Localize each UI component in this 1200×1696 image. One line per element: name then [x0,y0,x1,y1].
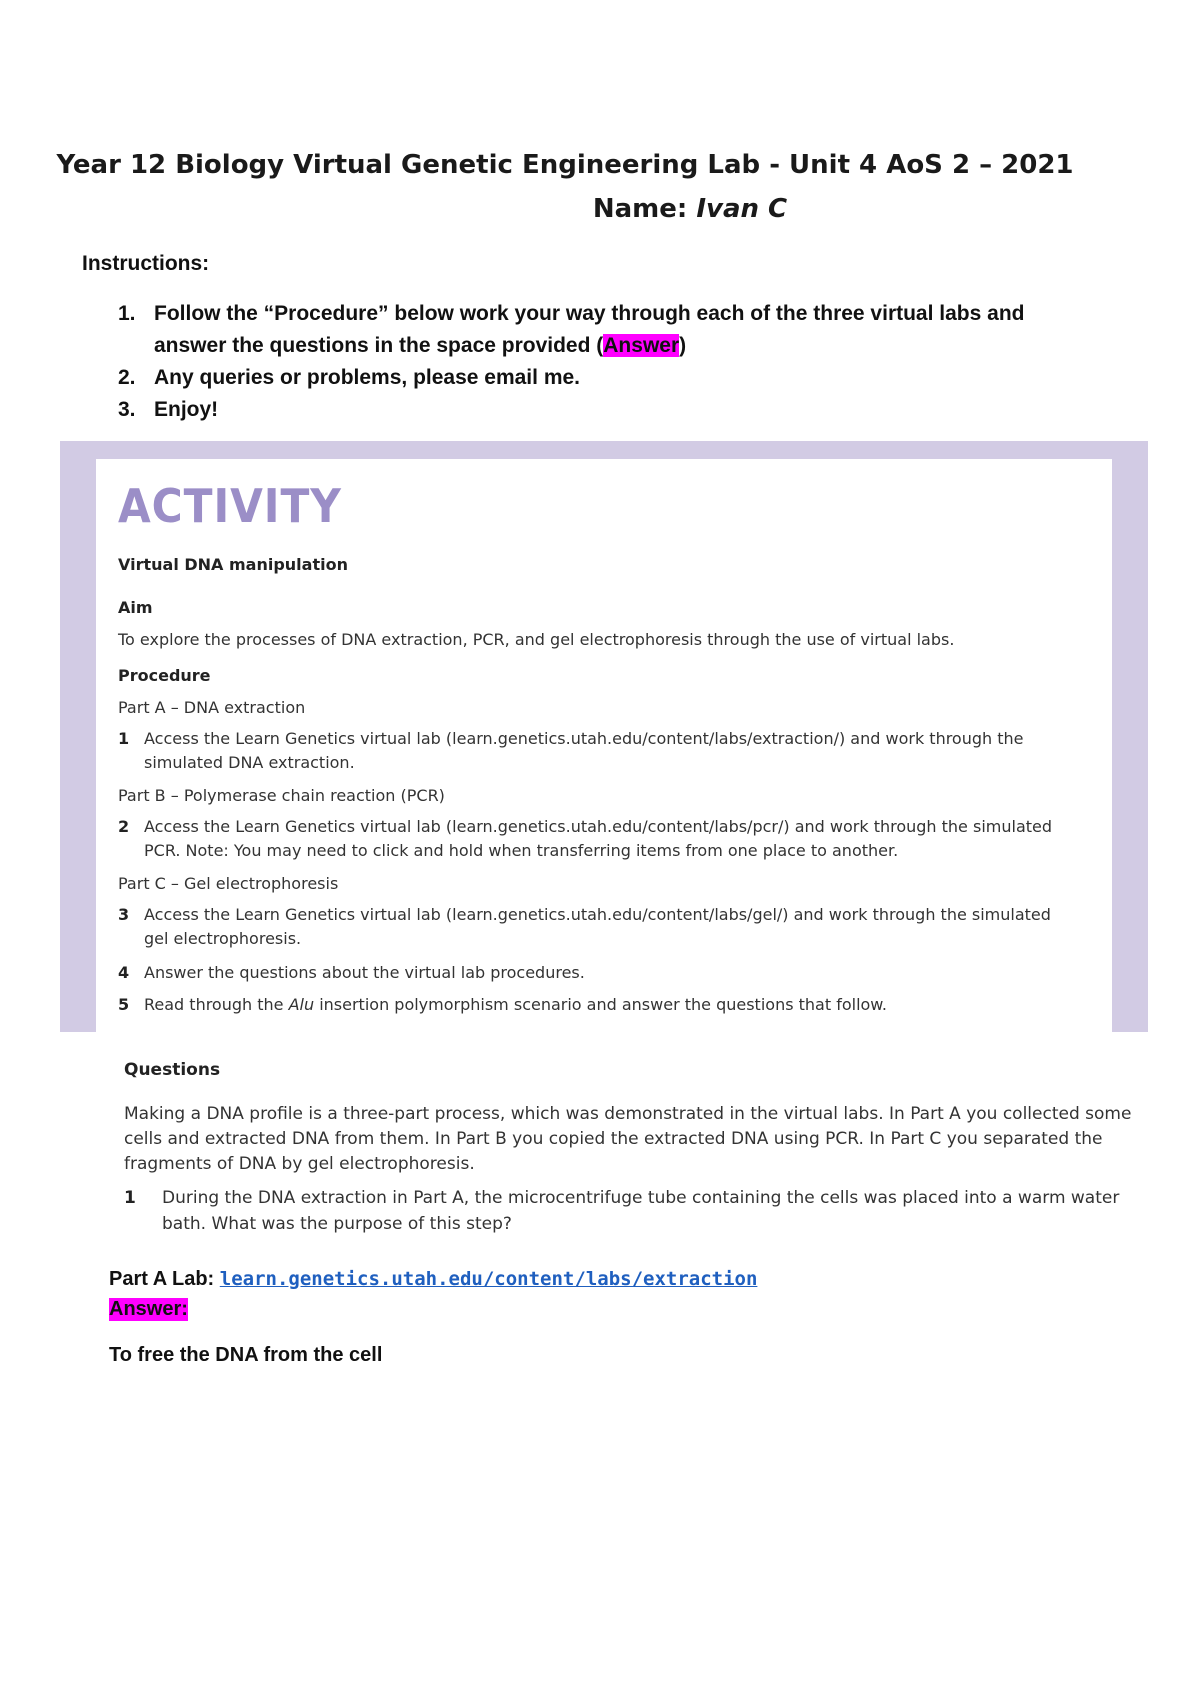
instruction-number: 1. [118,302,136,325]
document-title: Year 12 Biology Virtual Genetic Engineering Lab - Unit 4 AoS 2 – 2021 [56,150,1074,180]
procedure-label: Procedure [118,666,211,685]
step-number: 4 [118,963,130,982]
procedure-step [118,727,1078,775]
questions-section [124,1060,1134,1237]
instructions-list [82,298,1082,426]
instruction-item [82,298,1082,362]
name-label: Name: [592,194,697,224]
step-text: Access the Learn Genetics virtual lab (learn.genetics.utah.edu/content/labs/pcr/) and work through the simulated PCR. Note: You may need to click and hold when transferring items from one place to another. [144,817,1053,860]
student-name: Ivan C [696,194,788,224]
answer-highlight: Answer [603,334,680,357]
part-a-lab-label: Part A Lab: [109,1268,220,1290]
step5-text-end: insertion polymorphism scenario and answer the questions that follow. [314,995,888,1014]
step-number: 1 [118,729,130,748]
procedure-step [118,993,1078,1017]
step-number: 3 [118,905,130,924]
answer-text[interactable]: To free the DNA from the cell [109,1344,383,1366]
instruction-text: Enjoy! [154,398,219,421]
step-text: Access the Learn Genetics virtual lab (learn.genetics.utah.edu/content/labs/extraction/) and work through the simulated DNA extraction. [144,729,1024,772]
procedure-step [118,903,1078,951]
aim-label: Aim [118,598,153,617]
activity-panel [96,459,1112,1032]
question-number: 1 [124,1188,136,1208]
part-a-lab-link[interactable]: learn.genetics.utah.edu/content/labs/extraction [219,1268,758,1290]
instruction-item [82,394,1082,426]
part-b-heading: Part B – Polymerase chain reaction (PCR) [118,786,445,805]
activity-frame [60,441,1148,1032]
activity-heading: ACTIVITY [118,479,342,533]
instruction-item [82,362,1082,394]
part-a-heading: Part A – DNA extraction [118,698,306,717]
step-text [118,993,1078,1017]
answer-label: Answer: [109,1298,188,1320]
question-item [124,1185,1134,1237]
questions-intro: Making a DNA profile is a three-part process, which was demonstrated in the virtual labs. In Part A you collected some cells and extracted DNA from them. In Part B you copied the extracted DNA using PCR. In Part C you separated the fragments of DNA by gel electrophoresis. [124,1104,1132,1174]
activity-subtitle: Virtual DNA manipulation [118,555,348,574]
instructions-label: Instructions: [82,252,210,275]
aim-text: To explore the processes of DNA extraction, PCR, and gel electrophoresis through the use of virtual labs. [118,630,955,649]
procedure-step [118,961,1078,985]
alu-term: Alu [288,995,315,1014]
questions-heading: Questions [124,1060,221,1080]
instruction-number: 3. [118,398,136,421]
step5-text-start: Read through the [144,995,289,1014]
instruction-number: 2. [118,366,136,389]
instruction-text-end: ) [679,334,687,357]
step-text: Access the Learn Genetics virtual lab (learn.genetics.utah.edu/content/labs/gel/) and work through the simulated gel electrophoresis. [144,905,1051,948]
step-text: Answer the questions about the virtual lab procedures. [144,963,585,982]
procedure-step [118,815,1078,863]
instruction-text: Follow the “Procedure” below work your way through each of the three virtual labs and answer the questions in the space provided ( [154,302,1025,357]
instruction-text: Any queries or problems, please email me. [154,366,580,389]
student-name-line [0,194,1200,224]
part-c-heading: Part C – Gel electrophoresis [118,874,339,893]
part-a-lab-line [109,1268,757,1291]
step-number: 2 [118,817,130,836]
question-text: During the DNA extraction in Part A, the microcentrifuge tube containing the cells was placed into a warm water bath. What was the purpose of this step? [162,1188,1120,1234]
step-number: 5 [118,995,130,1014]
